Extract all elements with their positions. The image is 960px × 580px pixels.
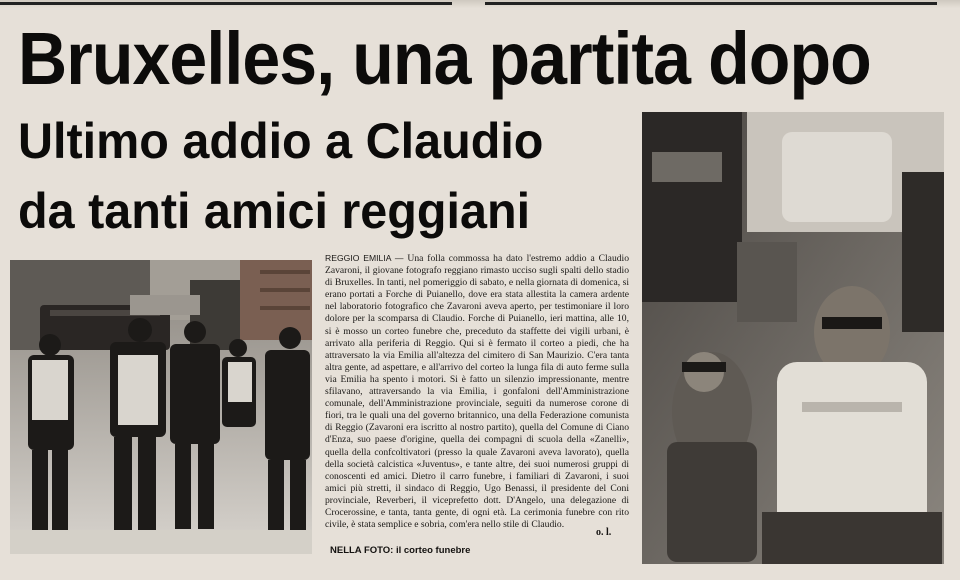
top-rule-right [485,2,937,5]
photo-caption: NELLA FOTO: il corteo funebre [330,545,471,556]
mourner-photo [642,112,944,564]
article-text: Una folla commossa ha dato l'estremo addio a Claudio Zavaroni, il giovane fotografo reggiano rimasto ucciso sugli spalti dello stadio di Bruxelles. In tanti, nel pomeriggio di sabato, e nella giornata di domenica, si erano portati a Forche di Puianello, dove era stata allestita la camera ardente nel laboratorio fotografico che Zavaroni aveva aperto, per testimoniare il loro dolore per la scomparsa di Claudio. Forche di Puianello, ieri mattina, alle 10, si è mosso un corteo funebre che, preceduto da staffette dei vigili urbani, è arrivato alla periferia di Reggio. Qui si è fermato il corteo a piedi, che ha attraversato la via Emilia all'altezza del cimitero di San Maurizio. C'era tanta altra gente, ad aspettare, e all'arrivo del corteo la lunga fila di auto ferme sulla via Emilia ha spento i motori. Si è fatto un silenzio impressionante, mentre sfilavano, attraversando la via Emilia, i gonfaloni dell'Amministrazione comunale, dell'Amministrazione provinciale, seguiti da numerose corone di fiori, tra le quali una del governo britannico, una della Federazione comunista di Reggio (Zavaroni era iscritto al nostro partito), quella del Comune di Ciano d'Enza, suo paese d'origine, quella dei compagni di scuola della «Zanelli», quella della confcoltivatori (presso la quale Zavaroni aveva lavorato), quella della società calcistica «Juventus», e tante altre, dei suoi numerosi gruppi di conoscenti ed amici. Dietro il carro funebre, i familiari di Zavaroni, i suoi amici più stretti, il sindaco di Reggio, Ugo Benassi, il presidente del Coni provinciale, Reverberi, il viceprefetto dott. D'Angelo, una delegazione di Crocerossine, e tanta, tanta gente, di ogni età. La cerimonia funebre con rito civile, è stata semplice e sobria, com'era nello stile di Claudio. [325,253,629,531]
subheadline-line-2: da tanti amici reggiani [18,183,531,239]
article-signature: o. l. [596,527,612,538]
headline: Bruxelles, una partita dopo [18,17,871,100]
article-body [325,252,629,534]
article-dateline: REGGIO EMILIA — [325,253,404,263]
subheadline-line-1: Ultimo addio a Claudio [18,113,544,169]
funeral-procession-photo [10,260,312,554]
page-top-border [0,0,960,8]
procession-photo-image [10,260,312,554]
top-rule-left [0,2,452,5]
mourner-photo-image [642,112,944,564]
